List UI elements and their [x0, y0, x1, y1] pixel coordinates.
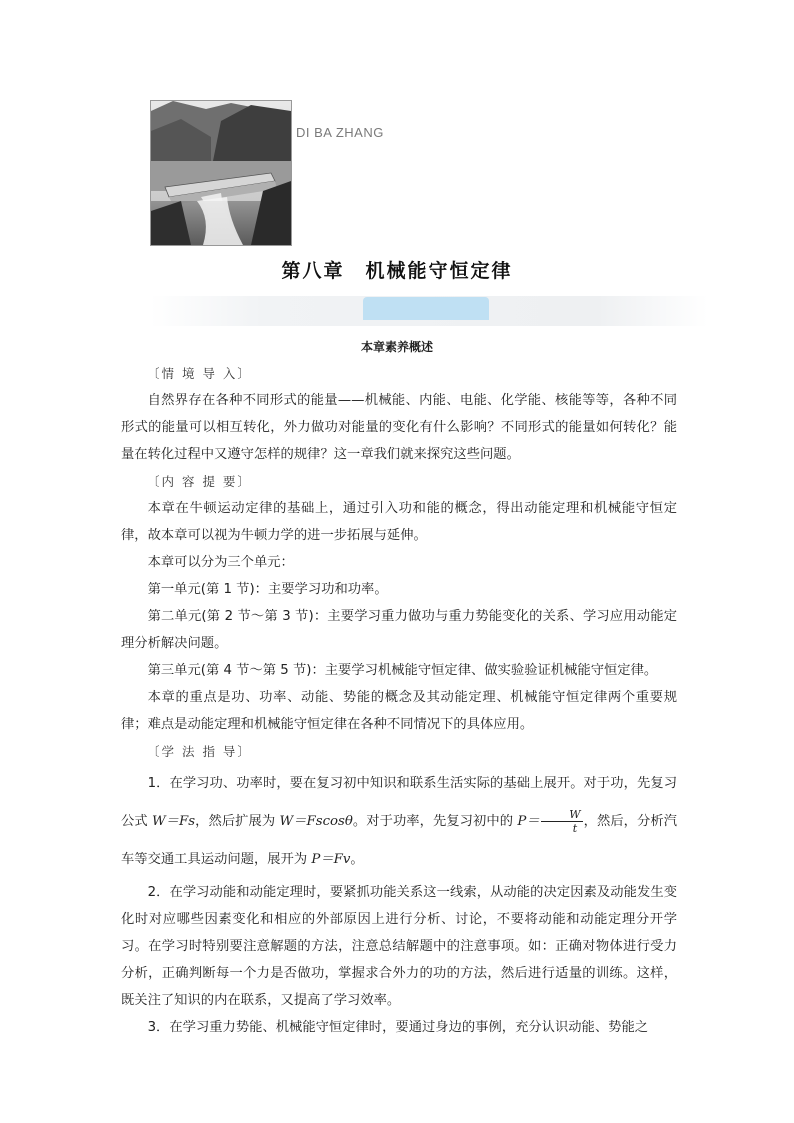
paragraph: 本章的重点是功、功率、动能、势能的概念及其动能定理、机械能守恒定律两个重要规律；难点是动能定理和机械能守恒定律在各种不同情况下的具体应用。: [121, 690, 677, 732]
text-run: 。对于功率，先复习初中的: [352, 814, 518, 829]
chapter-pinyin-tag: DI BA ZHANG: [296, 125, 384, 140]
fraction-denominator: t: [572, 821, 578, 835]
text-run: ，然后扩展为: [195, 814, 280, 829]
paragraph: 2．在学习动能和动能定理时，要紧抓功能关系这一线索，从动能的决定因素及动能发生变化时对应哪些因素变化和相应的外部原因上进行分析、讨论，不要将动能和动能定理分开学习。在学习时特别要注意解题的方法，注意总结解题中的注意事项。如：正确对物体进行受力分析，正确判断每一个力是否做功，掌握求合外力的功的方法，然后进行适量的训练。这样，既关注了知识的内在联系，又提高了学习效率。: [121, 885, 677, 1008]
section-tag-content: 〔内 容 提 要〕: [147, 474, 252, 489]
fraction-numerator: W: [541, 808, 583, 822]
formula-work-extended: W＝Fscosθ: [279, 814, 353, 829]
paragraph: 3．在学习重力势能、机械能守恒定律时，要通过身边的事例，充分认识动能、势能之: [147, 1020, 649, 1035]
section-title: 本章素养概述: [360, 340, 433, 354]
paragraph: 本章在牛顿运动定律的基础上，通过引入功和能的概念，得出动能定理和机械能守恒定律，故本章可以视为牛顿力学的进一步拓展与延伸。: [121, 501, 677, 543]
paragraph: 自然界存在各种不同形式的能量——机械能、内能、电能、化学能、核能等等，各种不同形式的能量可以相互转化，外力做功对能量的变化有什么影响？不同形式的能量如何转化？能量在转化过程中又遵守怎样的规律？这一章我们就来探究这些问题。: [121, 393, 677, 462]
fraction-w-over-t: [541, 808, 583, 835]
chapter-title: 第八章 机械能守恒定律: [281, 260, 513, 282]
formula-work-basic: W＝Fs: [151, 814, 196, 829]
paragraph: 第三单元(第 4 节～第 5 节)：主要学习机械能守恒定律、做实验验证机械能守恒定律。: [147, 663, 658, 678]
text-run: 1．在学习功、功率时，要在复习初中知识和联系生活实际的基础上展开。对于功，先复习公式: [121, 776, 677, 829]
text-run: ，然后，分析汽车等交通工具运动问题，展开为: [121, 814, 677, 867]
section-tag-intro: 〔情 境 导 入〕: [147, 366, 252, 381]
chapter-cover-photo: [150, 100, 292, 246]
paragraph-with-formulas: [121, 765, 677, 879]
document-body: [121, 360, 677, 1041]
section-tag-method: 〔学 法 指 导〕: [147, 744, 252, 759]
text-run: 。: [350, 852, 364, 867]
paragraph: 第二单元(第 2 节～第 3 节)：主要学习重力做功与重力势能变化的关系、学习应用动能定理分析解决问题。: [121, 609, 677, 651]
paragraph: 本章可以分为三个单元：: [147, 555, 294, 570]
formula-power-lhs: P＝: [517, 814, 540, 829]
paragraph: 第一单元(第 1 节)：主要学习功和功率。: [147, 582, 388, 597]
formula-power-fv: P＝Fv: [311, 852, 351, 867]
section-band-tab: [363, 297, 489, 320]
